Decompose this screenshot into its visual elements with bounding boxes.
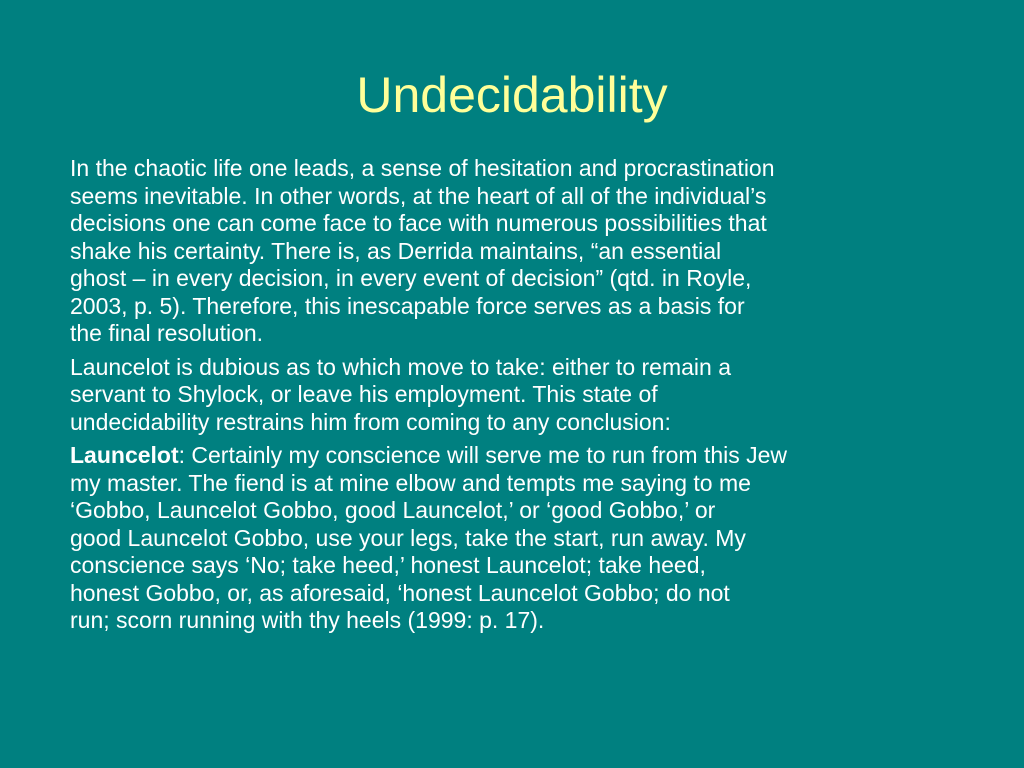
text-line: undecidability restrains him from coming to any conclusion: (70, 408, 671, 435)
text-line: 2003, p. 5). Therefore, this inescapable force serves as a basis for (70, 292, 745, 319)
text-line: servant to Shylock, or leave his employment. This state of (70, 381, 658, 407)
text-line: good Launcelot Gobbo, use your legs, take the start, run away. My (70, 524, 746, 551)
text-line: my master. The fiend is at mine elbow and tempts me saying to me (70, 469, 751, 496)
text-line (70, 442, 970, 470)
text-line: In the chaotic life one leads, a sense of hesitation and procrastination (70, 155, 775, 181)
paragraph-launcelot-dilemma (70, 354, 970, 437)
text-line: ‘Gobbo, Launcelot Gobbo, good Launcelot,’ or ‘good Gobbo,’ or (70, 497, 716, 523)
text-line: honest Gobbo, or, as aforesaid, ‘honest Launcelot Gobbo; do not (70, 579, 730, 606)
speaker-name: Launcelot (70, 442, 179, 468)
text-line: the final resolution. (70, 320, 264, 346)
text-line: ghost – in every decision, in every event of decision” (qtd. in Royle, (70, 265, 752, 291)
slide-title: Undecidability (356, 67, 668, 123)
text-line: shake his certainty. There is, as Derrida maintains, “an essential (70, 237, 722, 264)
paragraph-quotation (70, 442, 970, 635)
text-line: decisions one can come face to face with numerous possibilities that (70, 210, 767, 236)
text-line: seems inevitable. In other words, at the heart of all of the individual’s (70, 182, 767, 209)
text-line: conscience says ‘No; take heed,’ honest Launcelot; take heed, (70, 552, 706, 578)
paragraph-intro (70, 155, 970, 348)
text-line: Launcelot is dubious as to which move to take: either to remain a (70, 353, 731, 380)
slide-body (70, 155, 970, 641)
quote-text: : Certainly my conscience will serve me to run from this Jew (178, 442, 788, 468)
text-line: run; scorn running with thy heels (1999: p. 17). (70, 607, 545, 633)
